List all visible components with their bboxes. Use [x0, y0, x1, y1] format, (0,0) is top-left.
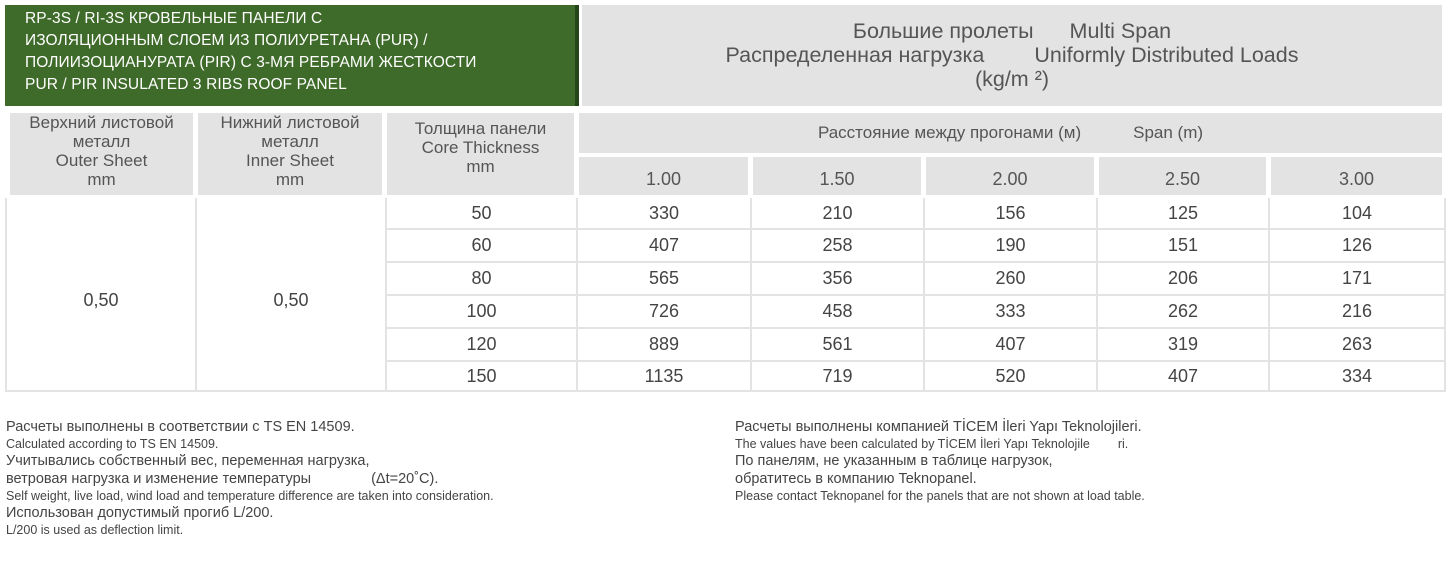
title-line: RP-3S / RI-3S КРОВЕЛЬНЫЕ ПАНЕЛИ С — [25, 10, 323, 27]
load-value-cell: 104 — [1341, 203, 1373, 223]
outer-sheet-header — [10, 113, 193, 195]
note: Please contact Teknopanel for the panels that are not shown at load table. — [735, 489, 1145, 503]
outer-sheet-en: Outer Sheet — [55, 151, 148, 170]
inner-sheet-unit: mm — [275, 170, 305, 189]
load-value-cell: 216 — [1341, 301, 1373, 321]
note — [735, 436, 1445, 452]
inner-sheet-ru: Нижний листовой металл — [220, 113, 360, 151]
core-thickness-unit: mm — [466, 157, 495, 176]
notes-left — [6, 418, 726, 538]
load-value-cell: 1135 — [644, 366, 684, 386]
thickness-cell: 100 — [466, 301, 497, 321]
note-text: ветровая нагрузка и изменение температуры — [6, 471, 312, 487]
outer-sheet-value: 0,50 — [83, 290, 119, 310]
note: Calculated according to TS EN 14509. — [6, 437, 219, 451]
load-value-cell: 210 — [822, 203, 853, 223]
note-formula: (Δt=20˚C). — [371, 471, 439, 487]
note-text: The values have been calculated by TİCEM İleri Yapı Teknolojile — [735, 437, 1090, 451]
title-line: ИЗОЛЯЦИОННЫМ СЛОЕМ ИЗ ПОЛИУРЕТАНА (PUR) / — [25, 32, 428, 49]
note: Расчеты выполнены компанией TİCEM İleri Yapı Teknolojileri. — [735, 419, 1142, 435]
load-value-cell: 126 — [1341, 235, 1373, 255]
core-thickness-header — [387, 113, 574, 195]
note: обратитесь в компанию Teknopanel. — [735, 471, 977, 487]
load-type-header — [582, 5, 1442, 106]
inner-sheet-header — [198, 113, 382, 195]
span-col-5: 3.00 — [1271, 157, 1442, 195]
note-text-end: ri. — [1117, 437, 1129, 451]
load-value-cell: 333 — [995, 301, 1026, 321]
span-ru: Расстояние между прогонами (м) — [817, 123, 1082, 142]
thickness-cell: 50 — [471, 203, 492, 223]
note: Self weight, live load, wind load and temperature difference are taken into consideration. — [6, 489, 494, 503]
note: Использован допустимый прогиб L/200. — [6, 505, 274, 521]
inner-sheet-en: Inner Sheet — [246, 151, 334, 170]
span-en: Span (m) — [1133, 123, 1204, 142]
span-col-4: 2.50 — [1099, 157, 1266, 195]
load-value-cell: 407 — [648, 235, 680, 255]
load-ru: Распределенная нагрузка — [725, 43, 985, 67]
load-value-cell: 206 — [1167, 268, 1199, 288]
load-value-cell: 260 — [995, 268, 1026, 288]
span-col-2: 1.50 — [753, 157, 921, 195]
load-value-cell: 330 — [648, 203, 680, 223]
load-value-cell: 171 — [1341, 268, 1373, 288]
load-value-cell: 156 — [995, 203, 1026, 223]
span-col-3: 2.00 — [926, 157, 1094, 195]
core-thickness-ru: Толщина панели — [414, 119, 547, 138]
load-value-cell: 356 — [822, 268, 853, 288]
load-value-cell: 520 — [995, 366, 1026, 386]
load-value-cell: 565 — [648, 268, 680, 288]
panel-title — [5, 5, 579, 106]
load-value-cell: 151 — [1167, 235, 1199, 255]
load-value-cell: 889 — [648, 334, 680, 354]
load-value-cell: 263 — [1341, 334, 1373, 354]
span-col-1: 1.00 — [579, 157, 748, 195]
thickness-cell: 150 — [466, 366, 497, 386]
core-thickness-en: Core Thickness — [421, 138, 540, 157]
row-line — [5, 390, 1446, 392]
note — [6, 470, 726, 488]
load-value-cell: 561 — [822, 334, 853, 354]
outer-sheet-unit: mm — [87, 170, 116, 189]
load-value-cell: 125 — [1167, 203, 1199, 223]
outer-sheet-ru: Верхний листовой металл — [29, 113, 174, 151]
load-value-cell: 726 — [648, 301, 680, 321]
load-value-cell: 458 — [822, 301, 853, 321]
load-value-cell: 190 — [995, 235, 1026, 255]
load-unit: (kg/m ²) — [974, 67, 1050, 91]
load-value-cell: 407 — [995, 334, 1026, 354]
title-line: PUR / PIR INSULATED 3 RIBS ROOF PANEL — [25, 76, 347, 93]
thickness-cell: 80 — [471, 268, 492, 288]
grid-line — [1444, 198, 1446, 391]
note: По панелям, не указанным в таблице нагрузок, — [735, 453, 1053, 469]
load-en: Uniformly Distributed Loads — [1034, 43, 1299, 67]
span-header — [579, 113, 1442, 153]
load-value-cell: 719 — [822, 366, 853, 386]
multi-span-ru: Большие пролеты — [852, 19, 1034, 43]
load-value-cell: 258 — [822, 235, 853, 255]
thickness-cell: 120 — [466, 334, 497, 354]
inner-sheet-value: 0,50 — [273, 290, 309, 310]
title-line: ПОЛИИЗОЦИАНУРАТА (PIR) С 3-МЯ РЕБРАМИ ЖЕСТКОСТИ — [25, 54, 477, 71]
note: Учитывались собственный вес, переменная нагрузка, — [6, 453, 370, 469]
multi-span-en: Multi Span — [1069, 19, 1172, 43]
load-value-cell: 319 — [1167, 334, 1199, 354]
load-value-cell: 262 — [1167, 301, 1199, 321]
load-value-cell: 334 — [1341, 366, 1373, 386]
note: L/200 is used as deflection limit. — [6, 523, 184, 537]
thickness-cell: 60 — [471, 235, 492, 255]
notes-right — [735, 418, 1445, 504]
note: Расчеты выполнены в соответствии с TS EN 14509. — [6, 419, 355, 435]
load-value-cell: 407 — [1167, 366, 1199, 386]
